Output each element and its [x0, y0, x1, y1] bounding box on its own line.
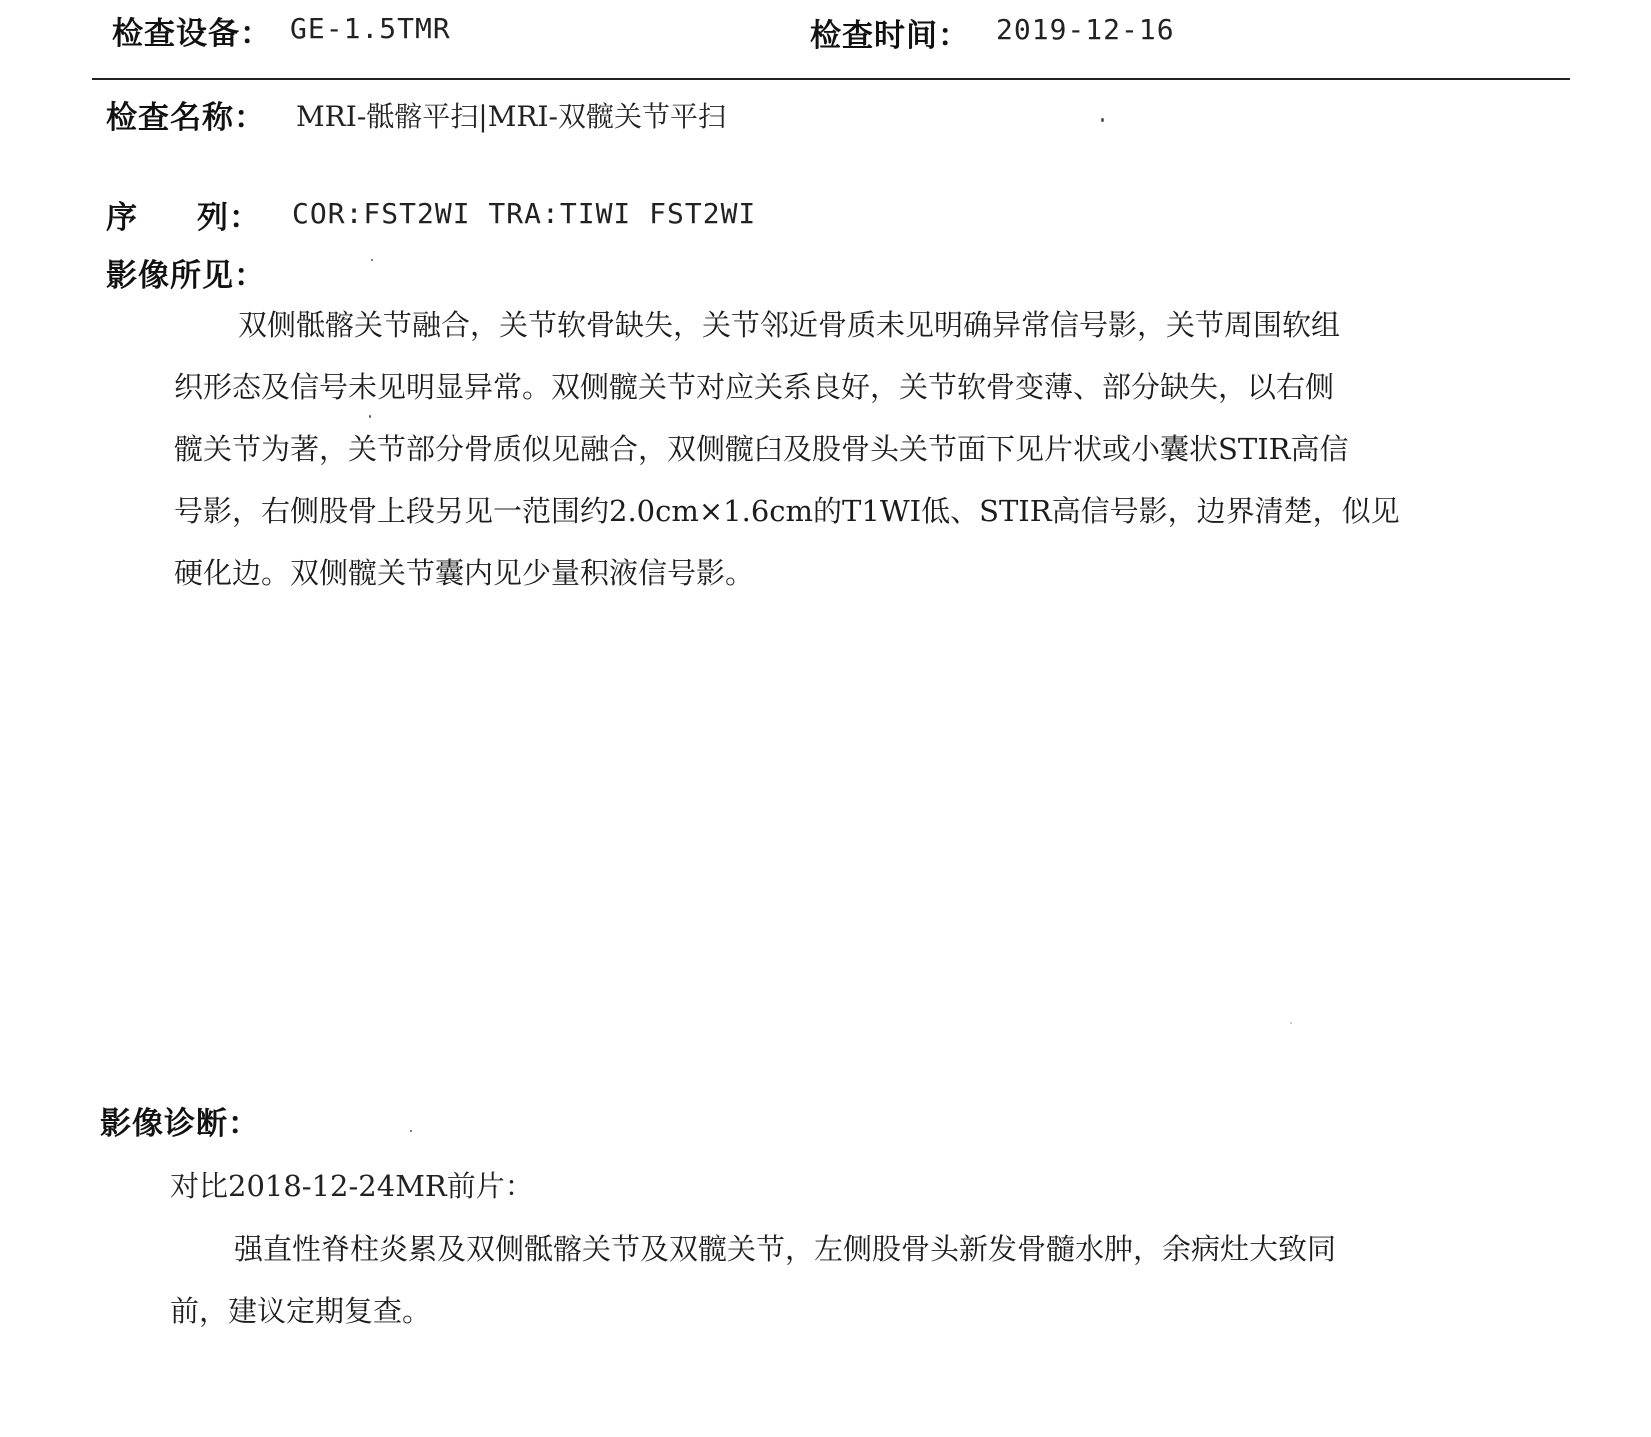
sequence-label-text: 序 列： — [106, 200, 261, 236]
findings-line: 号影，右侧股骨上段另见一范围约2.0cm×1.6cm的T1WI低、STIR高信号影，边界清楚，似见 — [174, 494, 1400, 528]
device-value: GE-1.5TMR — [290, 12, 451, 45]
findings-line: 髋关节为著，关节部分骨质似见融合，双侧髋臼及股骨头关节面下见片状或小囊状STIR高信 — [174, 432, 1349, 466]
scan-speck — [369, 415, 371, 418]
diagnosis-line: 前，建议定期复查。 — [170, 1294, 432, 1328]
exam-time-label: 检查时间： — [810, 18, 970, 54]
exam-name-value: MRI-骶髂平扫|MRI-双髋关节平扫 — [296, 100, 726, 133]
device-label: 检查设备： — [112, 16, 272, 52]
exam-time-value: 2019-12-16 — [996, 13, 1175, 46]
scan-speck — [1290, 1022, 1292, 1024]
findings-label: 影像所见： — [106, 258, 266, 294]
findings-line: 双侧骶髂关节融合，关节软骨缺失，关节邻近骨质未见明确异常信号影，关节周围软组 — [238, 308, 1341, 342]
scan-speck — [410, 1130, 412, 1132]
diagnosis-text — [170, 1218, 1490, 1342]
header-divider — [92, 78, 1570, 80]
scan-speck — [371, 259, 373, 261]
sequence-label — [106, 192, 261, 237]
findings-line: 硬化边。双侧髋关节囊内见少量积液信号影。 — [174, 556, 755, 590]
sequence-value: COR:FST2WI TRA:TIWI FST2WI — [292, 197, 757, 230]
scan-speck — [1101, 118, 1104, 122]
diagnosis-line: 强直性脊柱炎累及双侧骶髂关节及双髋关节，左侧股骨头新发骨髓水肿，余病灶大致同 — [234, 1232, 1337, 1266]
diagnosis-comparison: 对比2018-12-24MR前片： — [170, 1169, 534, 1203]
findings-text — [174, 294, 1494, 604]
findings-line: 织形态及信号未见明显异常。双侧髋关节对应关系良好，关节软骨变薄、部分缺失，以右侧 — [174, 370, 1335, 404]
diagnosis-label: 影像诊断： — [100, 1106, 260, 1142]
exam-name-label: 检查名称： — [106, 100, 266, 136]
